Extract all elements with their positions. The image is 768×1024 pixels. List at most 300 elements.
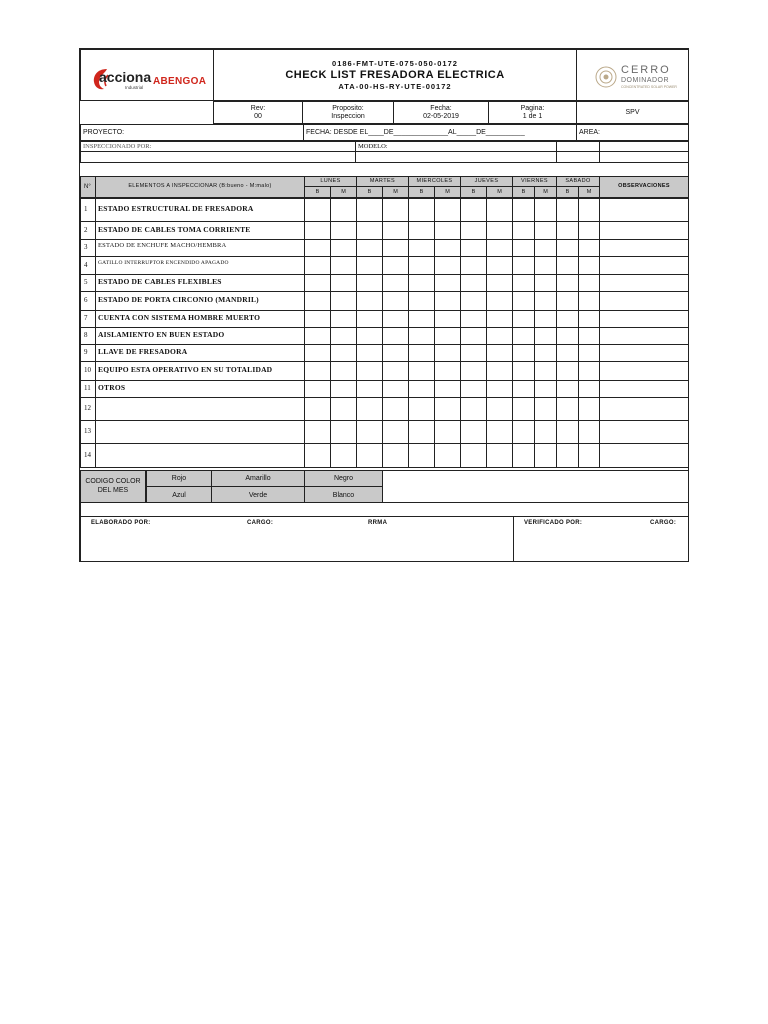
row-number: 9 bbox=[84, 348, 88, 356]
row-number: 14 bbox=[84, 451, 91, 459]
cell-bueno[interactable] bbox=[556, 221, 579, 240]
cell-malo[interactable] bbox=[578, 221, 600, 240]
cell-malo[interactable] bbox=[486, 420, 513, 444]
cell-bueno[interactable] bbox=[356, 274, 383, 292]
proyecto-field[interactable] bbox=[80, 124, 304, 141]
row-observaciones-cell[interactable] bbox=[599, 361, 689, 381]
cell-malo[interactable] bbox=[330, 420, 357, 444]
row-element-cell bbox=[95, 274, 305, 292]
acciona-subtext: Industrial bbox=[125, 85, 144, 90]
day-sub-malo bbox=[534, 186, 557, 198]
day-sub-label: B bbox=[419, 189, 424, 195]
observaciones-header-label: OBSERVACIONES bbox=[618, 183, 670, 189]
cell-malo[interactable] bbox=[382, 239, 409, 257]
cell-bueno[interactable] bbox=[304, 221, 331, 240]
header-logo-left bbox=[80, 49, 214, 101]
cell-bueno[interactable] bbox=[356, 380, 383, 398]
cell-bueno[interactable] bbox=[408, 420, 435, 444]
cell-malo[interactable] bbox=[486, 221, 513, 240]
row-observaciones-cell[interactable] bbox=[599, 291, 689, 311]
cell-malo[interactable] bbox=[330, 327, 357, 345]
cell-bueno[interactable] bbox=[556, 361, 579, 381]
cell-bueno[interactable] bbox=[556, 397, 579, 421]
rev-value: 00 bbox=[254, 113, 262, 120]
cell-malo[interactable] bbox=[578, 239, 600, 257]
day-header-label: MIERCOLES bbox=[416, 178, 453, 184]
cell-malo[interactable] bbox=[486, 198, 513, 222]
cell-bueno[interactable] bbox=[304, 274, 331, 292]
cell-malo[interactable] bbox=[486, 239, 513, 257]
n-header-label: N° bbox=[84, 184, 91, 190]
cell-malo[interactable] bbox=[434, 397, 461, 421]
cell-bueno[interactable] bbox=[408, 344, 435, 362]
elaborado-label: ELABORADO POR: bbox=[91, 520, 151, 526]
row-number-cell bbox=[80, 239, 96, 257]
cell-bueno[interactable] bbox=[408, 361, 435, 381]
row-number-cell bbox=[80, 344, 96, 362]
color-azul-label: Azul bbox=[172, 492, 186, 499]
cell-malo[interactable] bbox=[486, 327, 513, 345]
cell-malo[interactable] bbox=[486, 380, 513, 398]
cell-malo[interactable] bbox=[434, 344, 461, 362]
row-number-cell bbox=[80, 420, 96, 444]
day-sub-malo bbox=[486, 186, 513, 198]
cerro-wordmark: CERRO bbox=[621, 64, 671, 76]
cell-bueno[interactable] bbox=[408, 380, 435, 398]
row-observaciones-cell[interactable] bbox=[599, 397, 689, 421]
cell-bueno[interactable] bbox=[304, 310, 331, 328]
cell-malo[interactable] bbox=[382, 420, 409, 444]
cell-malo[interactable] bbox=[382, 397, 409, 421]
cell-malo[interactable] bbox=[330, 397, 357, 421]
cell-bueno[interactable] bbox=[512, 443, 535, 468]
day-header-label: MARTES bbox=[369, 178, 396, 184]
cell-bueno[interactable] bbox=[356, 310, 383, 328]
cell-malo[interactable] bbox=[330, 380, 357, 398]
cell-malo[interactable] bbox=[534, 310, 557, 328]
cell-malo[interactable] bbox=[578, 198, 600, 222]
row-element-cell bbox=[95, 420, 305, 444]
cell-bueno[interactable] bbox=[512, 256, 535, 275]
color-negro-label: Negro bbox=[333, 475, 354, 482]
cell-malo[interactable] bbox=[434, 239, 461, 257]
row-number: 13 bbox=[84, 427, 91, 435]
cell-malo[interactable] bbox=[486, 397, 513, 421]
cell-malo[interactable] bbox=[434, 443, 461, 468]
color-blanco bbox=[304, 486, 383, 503]
cell-bueno[interactable] bbox=[556, 327, 579, 345]
cell-malo[interactable] bbox=[330, 361, 357, 381]
cell-malo[interactable] bbox=[382, 198, 409, 222]
row-observaciones-cell[interactable] bbox=[599, 221, 689, 240]
cell-malo[interactable] bbox=[382, 274, 409, 292]
proposito-label: Proposito: bbox=[332, 105, 364, 112]
cell-bueno[interactable] bbox=[556, 239, 579, 257]
cell-malo[interactable] bbox=[434, 291, 461, 311]
info-blank-3[interactable] bbox=[556, 151, 600, 163]
cell-bueno[interactable] bbox=[304, 344, 331, 362]
cell-malo[interactable] bbox=[486, 310, 513, 328]
cell-malo[interactable] bbox=[534, 221, 557, 240]
cell-malo[interactable] bbox=[434, 327, 461, 345]
day-sub-label: M bbox=[393, 189, 398, 195]
cell-malo[interactable] bbox=[434, 256, 461, 275]
row-element-label: ESTADO DE CABLES FLEXIBLES bbox=[98, 277, 222, 286]
cell-bueno[interactable] bbox=[512, 291, 535, 311]
cell-malo[interactable] bbox=[534, 443, 557, 468]
cell-bueno[interactable] bbox=[408, 397, 435, 421]
cell-bueno[interactable] bbox=[356, 420, 383, 444]
cell-malo[interactable] bbox=[382, 361, 409, 381]
meta-proposito bbox=[302, 101, 394, 124]
cell-bueno[interactable] bbox=[304, 380, 331, 398]
day-header-label: LUNES bbox=[320, 178, 341, 184]
cell-malo[interactable] bbox=[434, 198, 461, 222]
cell-bueno[interactable] bbox=[356, 344, 383, 362]
meta-pagina bbox=[488, 101, 577, 124]
cell-malo[interactable] bbox=[578, 274, 600, 292]
row-element-cell bbox=[95, 256, 305, 275]
row-number: 2 bbox=[84, 226, 88, 234]
cell-bueno[interactable] bbox=[556, 344, 579, 362]
cell-bueno[interactable] bbox=[408, 327, 435, 345]
cell-malo[interactable] bbox=[382, 310, 409, 328]
row-observaciones-cell[interactable] bbox=[599, 380, 689, 398]
day-header-label: JUEVES bbox=[474, 178, 499, 184]
dominador-wordmark: DOMINADOR bbox=[621, 77, 670, 84]
cell-bueno[interactable] bbox=[556, 291, 579, 311]
row-number-cell bbox=[80, 327, 96, 345]
footer-elaborado[interactable] bbox=[80, 516, 514, 562]
row-observaciones-cell[interactable] bbox=[599, 310, 689, 328]
cell-bueno[interactable] bbox=[556, 310, 579, 328]
cell-bueno[interactable] bbox=[556, 256, 579, 275]
cell-malo[interactable] bbox=[578, 420, 600, 444]
row-number: 6 bbox=[84, 296, 88, 304]
cell-bueno[interactable] bbox=[460, 327, 487, 345]
cell-bueno[interactable] bbox=[460, 397, 487, 421]
cell-malo[interactable] bbox=[382, 344, 409, 362]
cell-malo[interactable] bbox=[578, 361, 600, 381]
abengoa-wordmark: ABENGOA bbox=[153, 76, 207, 87]
cell-bueno[interactable] bbox=[556, 274, 579, 292]
row-number: 1 bbox=[84, 205, 88, 213]
row-element-cell bbox=[95, 443, 305, 468]
row-element-label: GATILLO INTERRUPTOR ENCENDIDO APAGADO bbox=[98, 260, 229, 266]
cell-bueno[interactable] bbox=[356, 397, 383, 421]
info-blank-2[interactable] bbox=[355, 151, 557, 163]
col-observaciones-header bbox=[599, 176, 689, 198]
meta-row bbox=[80, 101, 689, 124]
cell-bueno[interactable] bbox=[408, 239, 435, 257]
cell-bueno[interactable] bbox=[304, 420, 331, 444]
row-number: 12 bbox=[84, 404, 91, 412]
cell-bueno[interactable] bbox=[512, 198, 535, 222]
cell-malo[interactable] bbox=[330, 256, 357, 275]
proyecto-label: PROYECTO: bbox=[83, 129, 125, 136]
day-sub-label: M bbox=[445, 189, 450, 195]
cell-bueno[interactable] bbox=[460, 443, 487, 468]
cell-bueno[interactable] bbox=[304, 397, 331, 421]
meta-fecha bbox=[393, 101, 489, 124]
cell-malo[interactable] bbox=[382, 327, 409, 345]
fecha-value: 02-05-2019 bbox=[423, 113, 459, 120]
cell-malo[interactable] bbox=[534, 274, 557, 292]
cell-malo[interactable] bbox=[434, 274, 461, 292]
cell-malo[interactable] bbox=[534, 239, 557, 257]
row-element-label: CUENTA CON SISTEMA HOMBRE MUERTO bbox=[98, 313, 261, 322]
day-sub-malo bbox=[330, 186, 357, 198]
row-observaciones-cell[interactable] bbox=[599, 274, 689, 292]
cell-bueno[interactable] bbox=[512, 239, 535, 257]
cell-bueno[interactable] bbox=[356, 361, 383, 381]
row-observaciones-cell[interactable] bbox=[599, 256, 689, 275]
cell-malo[interactable] bbox=[578, 380, 600, 398]
cell-malo[interactable] bbox=[434, 310, 461, 328]
color-rojo-label: Rojo bbox=[171, 475, 187, 482]
info-blank-4[interactable] bbox=[599, 151, 689, 163]
meta-rev bbox=[213, 101, 303, 124]
cell-malo[interactable] bbox=[434, 221, 461, 240]
cell-bueno[interactable] bbox=[512, 310, 535, 328]
cell-bueno[interactable] bbox=[304, 327, 331, 345]
color-amarillo bbox=[211, 470, 305, 487]
cell-malo[interactable] bbox=[330, 221, 357, 240]
sub-code: ATA-00-HS-RY-UTE-00172 bbox=[338, 82, 452, 91]
cell-malo[interactable] bbox=[434, 380, 461, 398]
header-title-block bbox=[213, 49, 577, 101]
cell-bueno[interactable] bbox=[408, 256, 435, 275]
day-sub-label: M bbox=[586, 189, 592, 195]
row-element-cell bbox=[95, 361, 305, 381]
proposito-value: Inspeccion bbox=[331, 113, 365, 120]
footer-verificado[interactable] bbox=[513, 516, 689, 562]
row-observaciones-cell[interactable] bbox=[599, 327, 689, 345]
cell-bueno[interactable] bbox=[460, 274, 487, 292]
cell-bueno[interactable] bbox=[556, 420, 579, 444]
acciona-wordmark: acciona bbox=[99, 69, 152, 85]
cell-malo[interactable] bbox=[434, 361, 461, 381]
row-observaciones-cell[interactable] bbox=[599, 198, 689, 222]
row-number-cell bbox=[80, 397, 96, 421]
row-element-cell bbox=[95, 344, 305, 362]
row-observaciones-cell[interactable] bbox=[599, 344, 689, 362]
row-element-cell bbox=[95, 310, 305, 328]
cell-malo[interactable] bbox=[486, 443, 513, 468]
cell-malo[interactable] bbox=[330, 443, 357, 468]
cell-bueno[interactable] bbox=[356, 291, 383, 311]
cell-malo[interactable] bbox=[330, 344, 357, 362]
cell-malo[interactable] bbox=[486, 256, 513, 275]
cell-malo[interactable] bbox=[330, 198, 357, 222]
cell-bueno[interactable] bbox=[408, 310, 435, 328]
cell-malo[interactable] bbox=[330, 239, 357, 257]
row-number: 8 bbox=[84, 331, 88, 339]
cell-bueno[interactable] bbox=[556, 443, 579, 468]
row-observaciones-cell[interactable] bbox=[599, 420, 689, 444]
row-element-cell bbox=[95, 380, 305, 398]
cell-malo[interactable] bbox=[486, 361, 513, 381]
cell-bueno[interactable] bbox=[556, 198, 579, 222]
cell-bueno[interactable] bbox=[460, 291, 487, 311]
codigo-color-label bbox=[80, 470, 146, 503]
cell-malo[interactable] bbox=[578, 291, 600, 311]
cell-bueno[interactable] bbox=[408, 443, 435, 468]
cell-malo[interactable] bbox=[382, 256, 409, 275]
cell-malo[interactable] bbox=[534, 344, 557, 362]
day-sub-bueno bbox=[460, 186, 487, 198]
day-sub-malo bbox=[382, 186, 409, 198]
inspeccionado-label: INSPECCIONADO POR: bbox=[83, 143, 152, 150]
cell-bueno[interactable] bbox=[460, 380, 487, 398]
cell-bueno[interactable] bbox=[512, 344, 535, 362]
cell-malo[interactable] bbox=[534, 291, 557, 311]
cell-bueno[interactable] bbox=[304, 361, 331, 381]
sun-emblem-icon bbox=[595, 66, 617, 88]
cell-malo[interactable] bbox=[534, 256, 557, 275]
cell-bueno[interactable] bbox=[304, 291, 331, 311]
row-element-label: EQUIPO ESTA OPERATIVO EN SU TOTALIDAD bbox=[98, 365, 273, 374]
cell-bueno[interactable] bbox=[460, 310, 487, 328]
elementos-header-label: ELEMENTOS A INSPECCIONAR (B:bueno - M:malo) bbox=[128, 183, 272, 189]
cell-bueno[interactable] bbox=[512, 361, 535, 381]
cell-bueno[interactable] bbox=[356, 327, 383, 345]
doc-code: 0186-FMT-UTE-075-050-0172 bbox=[332, 59, 458, 68]
rev-label: Rev: bbox=[250, 105, 266, 112]
row-element-cell bbox=[95, 221, 305, 240]
cell-bueno[interactable] bbox=[356, 443, 383, 468]
cell-malo[interactable] bbox=[382, 291, 409, 311]
cell-bueno[interactable] bbox=[408, 198, 435, 222]
cell-malo[interactable] bbox=[382, 380, 409, 398]
row-element-cell bbox=[95, 327, 305, 345]
cell-bueno[interactable] bbox=[460, 221, 487, 240]
cell-malo[interactable] bbox=[486, 344, 513, 362]
cell-bueno[interactable] bbox=[460, 344, 487, 362]
cell-bueno[interactable] bbox=[460, 239, 487, 257]
fecha-rango-field[interactable] bbox=[303, 124, 577, 141]
cell-malo[interactable] bbox=[578, 256, 600, 275]
cell-bueno[interactable] bbox=[408, 291, 435, 311]
color-code-notes[interactable] bbox=[382, 470, 689, 503]
color-verde bbox=[211, 486, 305, 503]
cell-bueno[interactable] bbox=[356, 239, 383, 257]
cell-bueno[interactable] bbox=[512, 380, 535, 398]
cell-malo[interactable] bbox=[330, 291, 357, 311]
header-logo-right bbox=[576, 49, 689, 101]
day-sub-label: B bbox=[315, 189, 320, 195]
cargo-1-label: CARGO: bbox=[247, 520, 274, 526]
cell-malo[interactable] bbox=[578, 397, 600, 421]
day-sub-label: B bbox=[521, 189, 526, 195]
row-number-cell bbox=[80, 198, 96, 222]
row-element-label: ESTADO DE ENCHUFE MACHO/HEMBRA bbox=[98, 242, 227, 249]
cell-malo[interactable] bbox=[382, 221, 409, 240]
row-element-cell bbox=[95, 291, 305, 311]
row-element-label: AISLAMIENTO EN BUEN ESTADO bbox=[98, 330, 225, 339]
cell-bueno[interactable] bbox=[304, 198, 331, 222]
cell-malo[interactable] bbox=[486, 274, 513, 292]
row-number: 3 bbox=[84, 243, 88, 251]
verificado-label: VERIFICADO POR: bbox=[524, 520, 583, 526]
row-element-label: ESTADO DE PORTA CIRCONIO (MANDRIL) bbox=[98, 295, 259, 304]
cell-bueno[interactable] bbox=[460, 198, 487, 222]
cell-malo[interactable] bbox=[578, 310, 600, 328]
area-field[interactable] bbox=[576, 124, 689, 141]
color-blanco-label: Blanco bbox=[332, 492, 355, 499]
fecha-label: Fecha: bbox=[430, 105, 452, 112]
day-sub-label: B bbox=[367, 189, 372, 195]
row-number: 4 bbox=[84, 261, 88, 269]
info-blank-1[interactable] bbox=[80, 151, 356, 163]
row-number-cell bbox=[80, 380, 96, 398]
rrma-label: RRMA bbox=[368, 520, 388, 526]
cell-bueno[interactable] bbox=[460, 256, 487, 275]
row-number-cell bbox=[80, 256, 96, 275]
cell-malo[interactable] bbox=[578, 443, 600, 468]
day-sub-bueno bbox=[356, 186, 383, 198]
day-sub-bueno bbox=[556, 186, 579, 198]
cell-bueno[interactable] bbox=[356, 221, 383, 240]
cell-malo[interactable] bbox=[534, 198, 557, 222]
cell-malo[interactable] bbox=[534, 397, 557, 421]
cell-bueno[interactable] bbox=[512, 420, 535, 444]
row-number-cell bbox=[80, 291, 96, 311]
cell-bueno[interactable] bbox=[304, 239, 331, 257]
color-amarillo-label: Amarillo bbox=[245, 475, 271, 482]
day-sub-label: M bbox=[341, 189, 346, 195]
cell-bueno[interactable] bbox=[556, 380, 579, 398]
row-number: 7 bbox=[84, 314, 88, 322]
cell-bueno[interactable] bbox=[408, 221, 435, 240]
day-sub-label: M bbox=[497, 189, 502, 195]
cell-bueno[interactable] bbox=[512, 274, 535, 292]
cell-malo[interactable] bbox=[578, 344, 600, 362]
cell-malo[interactable] bbox=[578, 327, 600, 345]
cell-bueno[interactable] bbox=[512, 221, 535, 240]
cell-bueno[interactable] bbox=[304, 256, 331, 275]
day-sub-label: B bbox=[565, 189, 570, 195]
page-title: CHECK LIST FRESADORA ELECTRICA bbox=[285, 69, 505, 81]
row-observaciones-cell[interactable] bbox=[599, 443, 689, 468]
cell-malo[interactable] bbox=[486, 291, 513, 311]
cell-malo[interactable] bbox=[434, 420, 461, 444]
codigo-color-line2: DEL MES bbox=[97, 487, 129, 494]
color-rojo bbox=[146, 470, 212, 487]
cell-bueno[interactable] bbox=[460, 361, 487, 381]
cell-bueno[interactable] bbox=[512, 397, 535, 421]
cell-bueno[interactable] bbox=[304, 443, 331, 468]
pagina-label: Pagina: bbox=[520, 105, 545, 112]
cell-malo[interactable] bbox=[382, 443, 409, 468]
cell-bueno[interactable] bbox=[408, 274, 435, 292]
cell-malo[interactable] bbox=[534, 380, 557, 398]
cell-bueno[interactable] bbox=[356, 256, 383, 275]
modelo-label: MODELO: bbox=[358, 143, 388, 150]
cell-malo[interactable] bbox=[534, 361, 557, 381]
row-observaciones-cell[interactable] bbox=[599, 239, 689, 257]
cell-bueno[interactable] bbox=[512, 327, 535, 345]
day-header-label: VIERNES bbox=[521, 178, 548, 184]
spacer-row bbox=[80, 502, 689, 517]
cell-bueno[interactable] bbox=[356, 198, 383, 222]
cell-bueno[interactable] bbox=[460, 420, 487, 444]
cell-malo[interactable] bbox=[330, 274, 357, 292]
cell-malo[interactable] bbox=[534, 327, 557, 345]
cell-malo[interactable] bbox=[534, 420, 557, 444]
day-sub-bueno bbox=[304, 186, 331, 198]
cell-malo[interactable] bbox=[330, 310, 357, 328]
